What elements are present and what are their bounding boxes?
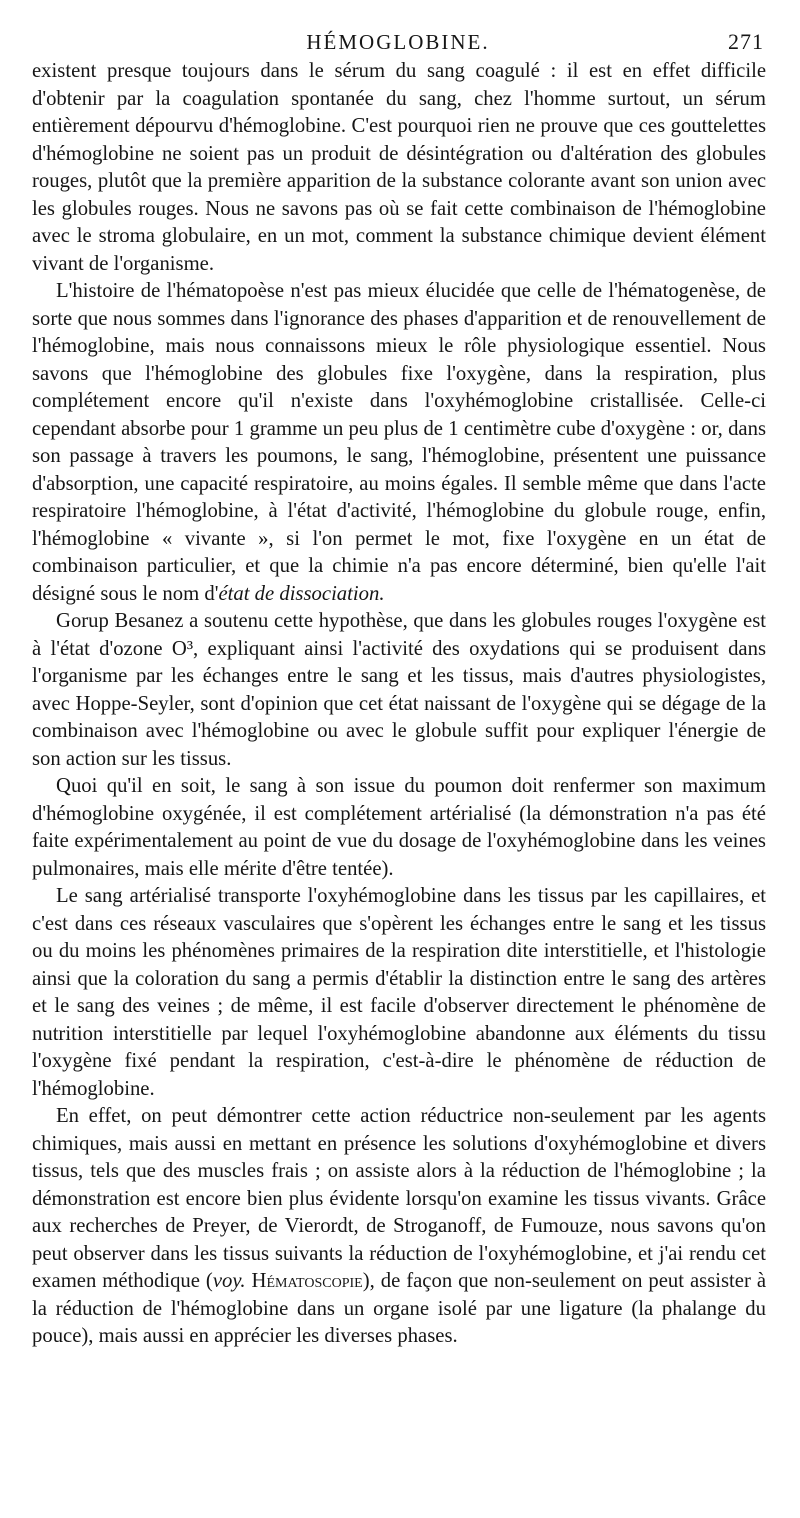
paragraph-text: Gorup Besanez a soutenu cette hypothèse, que dans les globules rouges l'oxygène est à l'état d'ozone O³, expliquant ainsi l'activité des oxydations qui se produisent dans l'organisme par les échanges entre le sang et les tissus, mais d'autres physiologistes, avec Hoppe-Seyler, sont d'opinion que cet état naissant de l'oxygène qui se dégage de la combinaison avec l'hémoglobine ou avec le globule suffit pour expliquer l'énergie de son action sur les tissus. [32, 610, 766, 770]
running-title: HÉMOGLOBINE. [306, 30, 490, 54]
page-header [32, 28, 764, 56]
paragraph-text: L'histoire de l'hématopoèse n'est pas mieux élucidée que celle de l'hématogenèse, de sorte que nous sommes dans l'ignorance des phases d'apparition et de renouvellement de l'hémoglobine, mais nous connaissons mieux le rôle physiologique essentiel. Nous savons que l'hémoglobine des globules fixe l'oxygène, dans la respiration, plus complétement encore qu'il n'existe dans l'oxyhémoglobine cristallisée. Celle-ci cependant absorbe pour 1 gramme un peu plus de 1 centimètre cube d'oxygène : or, dans son passage à travers les poumons, le sang, l'hémoglobine, présentent une puissance d'absorption, une capacité respiratoire, au moins égales. Il semble même que dans l'acte respiratoire l'hémoglobine, à l'état d'activité, l'hémoglobine du globule rouge, enfin, l'hémoglobine « vivante », si l'on permet le mot, fixe l'oxygène en un état de combinaison particulier, et que la chimie n'a pas encore déterminé, bien qu'elle l'ait désigné sous le nom d' [32, 280, 766, 605]
smallcaps-reference: Hématoscopie [251, 1270, 363, 1292]
paragraph-4 [32, 773, 766, 883]
paragraph-text: existent presque toujours dans le sérum du sang coagulé : il est en effet difficile d'obtenir par la coagulation spontanée du sang, chez l'homme surtout, un sérum entièrement dépourvu d'hémoglobine. C'est pourquoi rien ne prouve que ces gouttelettes d'hémoglobine ne soient pas un produit de désintégration ou d'altération des globules rouges, plutôt que la première apparition de la substance colorante avant son union avec les globules rouges. Nous ne savons pas où se fait cette combinaison de l'hémoglobine avec le stroma globulaire, en un mot, comment la substance chimique devient élément vivant de l'organisme. [32, 60, 766, 275]
body-text [32, 58, 766, 1351]
paragraph-text: Le sang artérialisé transporte l'oxyhémoglobine dans les tissus par les capillaires, et c'est dans ces réseaux vasculaires que s'opèrent les échanges entre le sang et les tissus ou du moins les phénomènes primaires de la respiration dite interstitielle, et l'histologie ainsi que la coloration du sang a permis d'établir la distinction entre le sang des artères et le sang des veines ; de même, il est facile d'observer directement le phénomène de nutrition interstitielle par lequel l'oxyhémoglobine abandonne aux éléments du tissu l'oxygène fixé pendant la respiration, c'est-à-dire le phénomène de réduction de l'hémoglobine. [32, 885, 766, 1100]
paragraph-6 [32, 1103, 766, 1351]
page-number: 271 [728, 29, 764, 54]
italic-reference: voy. [212, 1270, 246, 1292]
paragraph-text: Quoi qu'il en soit, le sang à son issue du poumon doit renfermer son maximum d'hémoglobine oxygénée, il est complétement artérialisé (la démonstration n'a pas été faite expérimentalement au point de vue du dosage de l'oxyhémoglobine dans les veines pulmonaires, mais elle mérite d'être tentée). [32, 775, 766, 880]
paragraph-3 [32, 608, 766, 773]
paragraph-text: En effet, on peut démontrer cette action réductrice non-seulement par les agents chimiques, mais aussi en mettant en présence les solutions d'oxyhémoglobine et divers tissus, tels que des muscles frais ; on assiste alors à la réduction de l'hémoglobine ; la démonstration est encore bien plus évidente lorsqu'on examine les tissus vivants. Grâce aux recherches de Preyer, de Vierordt, de Stroganoff, de Fumouze, nous savons qu'on peut observer dans les tissus suivants la réduction de l'oxyhémoglobine, et j'ai rendu cet examen méthodique ( [32, 1105, 766, 1292]
paragraph-1 [32, 58, 766, 278]
paragraph-5 [32, 883, 766, 1103]
paragraph-2 [32, 278, 766, 608]
italic-term: état de dissociation. [218, 582, 385, 605]
paragraph-tail: ), de façon que non-seulement on peut assister à la réduction de l'hémoglobine dans un organe isolé par une ligature (la phalange du pouce), mais aussi en apprécier les diverses phases. [32, 1270, 767, 1347]
